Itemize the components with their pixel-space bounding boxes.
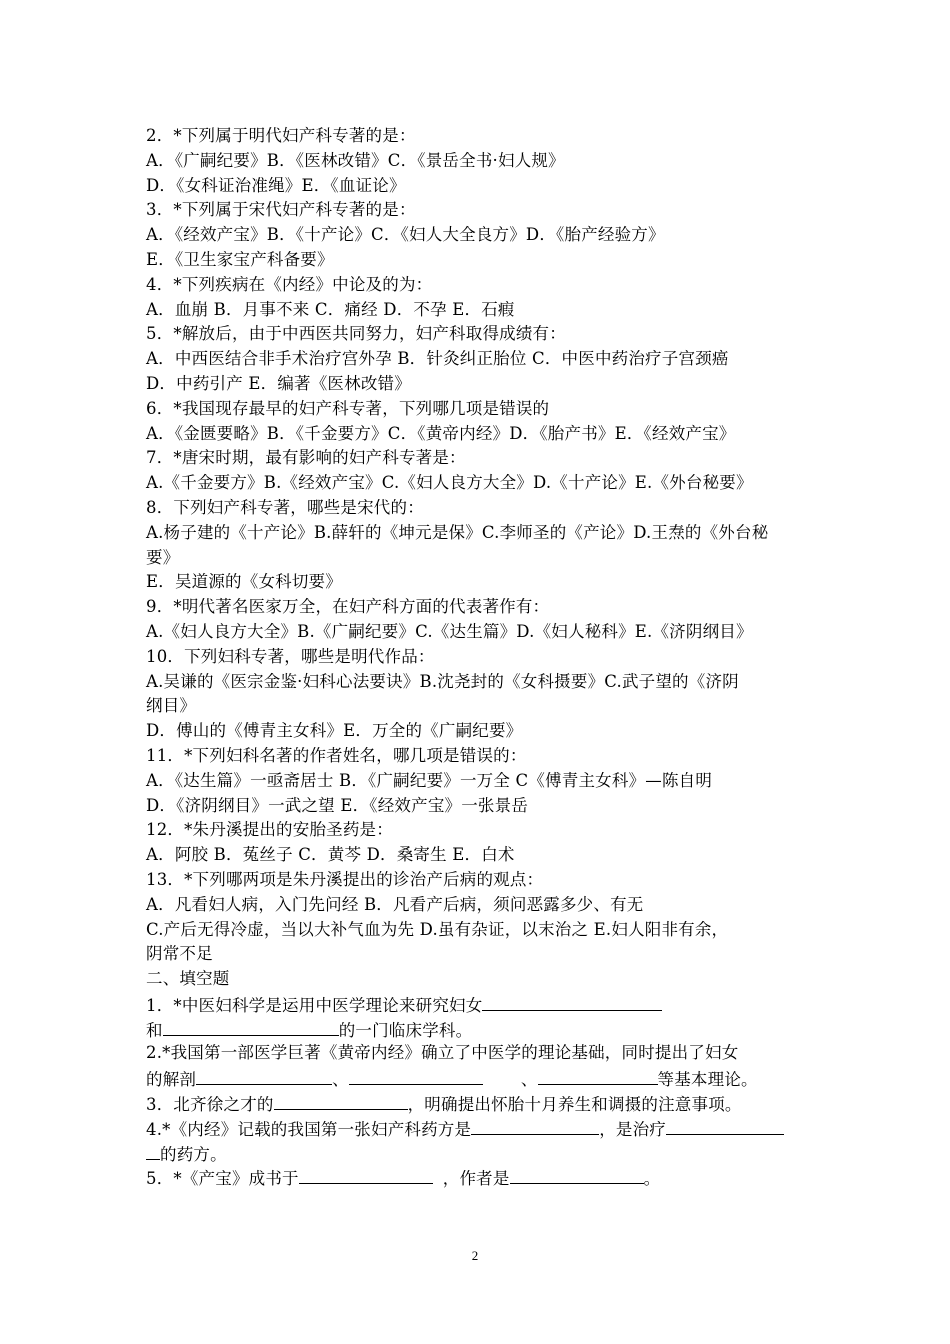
answer-blank[interactable] [163, 1017, 339, 1036]
text-line: 7．*唐宋时期，最有影响的妇产科专著是： [146, 448, 466, 468]
fill-q4-line1 [146, 1116, 826, 1141]
fill-q1-line2 [146, 1017, 826, 1042]
text-line: 二、填空题 [146, 969, 230, 989]
answer-blank[interactable] [666, 1116, 784, 1135]
answer-blank[interactable] [349, 1066, 483, 1085]
separator: 、 [520, 1070, 538, 1090]
answer-blank[interactable] [299, 1165, 433, 1184]
page-number: 2 [471, 1248, 479, 1263]
fill-q3-line [146, 1091, 826, 1116]
text-line: D．中药引产 E．编著《医林改错》 [146, 373, 411, 393]
text-line: D．《济阴纲目》一武之望 E．《经效产宝》一张景岳 [146, 795, 529, 815]
text-line: 9．*明代著名医家万全，在妇产科方面的代表著作有： [146, 597, 550, 617]
fill-q3-text: 3．北齐徐之才的 [146, 1095, 274, 1115]
text-line: A．《经效产宝》B．《十产论》C．《妇人大全良方》D．《胎产经验方》 [146, 225, 665, 245]
fill-q5-tail: 。 [643, 1169, 661, 1189]
answer-blank[interactable] [538, 1066, 658, 1085]
text-line: E．《卫生家宝产科备要》 [146, 249, 334, 269]
text-line: A．《金匮要略》B．《千金要方》C．《黄帝内经》D．《胎产书》E．《经效产宝》 [146, 423, 736, 443]
text-line: 纲目》 [146, 696, 197, 716]
text-line: 2．*下列属于明代妇产科专著的是： [146, 126, 416, 145]
fill-q2-text: 2.*我国第一部医学巨著《黄帝内经》确立了中医学的理论基础，同时提出了妇女 [146, 1043, 739, 1063]
text-line: A.吴谦的《医宗金鉴·妇科心法要诀》B.沈尧封的《女科摄要》C.武子望的《济阴 [146, 671, 739, 691]
fill-q5-text: 5．*《产宝》成书于 [146, 1169, 299, 1189]
answer-blank[interactable] [196, 1066, 332, 1085]
text-line: 11．*下列妇科名著的作者姓名，哪几项是错误的： [146, 745, 527, 765]
text-line: C.产后无得冷虚，当以大补气血为先 D.虽有杂证，以末治之 E.妇人阳非有余， [146, 919, 729, 939]
text-line: 要》 [146, 547, 180, 567]
text-line: 5．*解放后，由于中西医共同努力，妇产科取得成绩有： [146, 324, 566, 344]
text-line: E．吴道源的《女科切要》 [146, 572, 342, 592]
text-line: A．血崩 B．月事不来 C．痛经 D．不孕 E．石瘕 [146, 299, 515, 319]
fill-q3-tail: ，明确提出怀胎十月养生和调摄的注意事项。 [407, 1095, 742, 1115]
text-line: 6．*我国现存最早的妇产科专著，下列哪几项是错误的 [146, 398, 550, 418]
text-line: 3．*下列属于宋代妇产科专著的是： [146, 200, 416, 220]
text-line: 12．*朱丹溪提出的安胎圣药是： [146, 820, 393, 840]
fill-q4-mid: ，是治疗 [599, 1119, 667, 1139]
text-line: A．《广嗣纪要》B．《医林改错》C．《景岳全书·妇人规》 [146, 150, 565, 170]
question-list [146, 124, 826, 992]
answer-blank[interactable] [510, 1165, 644, 1184]
separator: 、 [332, 1070, 349, 1090]
fill-q5-line [146, 1165, 826, 1190]
text-line: 8．下列妇产科专著，哪些是宋代的： [146, 497, 424, 517]
text-line: A．中西医结合非手术治疗宫外孕 B．针灸纠正胎位 C．中医中药治疗子宫颈癌 [146, 349, 729, 369]
fill-q2-tail: 等基本理论。 [657, 1070, 758, 1090]
text-line: D．《女科证治准绳》E．《血证论》 [146, 175, 406, 195]
fill-q2-line2 [146, 1066, 826, 1091]
text-line: A.杨子建的《十产论》B.薛轩的《坤元是保》C.李师圣的《产论》D.王焘的《外台秘 [146, 522, 769, 542]
fill-q1-text: 1．*中医妇科学是运用中医学理论来研究妇女 [146, 995, 483, 1015]
fill-q5-mid: ，作者是 [442, 1169, 510, 1189]
text-line: A.《妇人良方大全》B.《广嗣纪要》C.《达生篇》D.《妇人秘科》E.《济阴纲目》 [146, 621, 753, 641]
fill-q2-line1 [146, 1041, 826, 1066]
text-line: A．凡看妇人病，入门先问经 B．凡看产后病，须问恶露多少、有无 [146, 894, 644, 914]
text-line: 阴常不足 [146, 944, 213, 964]
answer-blank[interactable] [471, 1116, 599, 1135]
text-line: 10．下列妇科专著，哪些是明代作品： [146, 646, 435, 666]
text-line: A．阿胶 B．菟丝子 C．黄芩 D．桑寄生 E．白术 [146, 845, 515, 865]
text-line: A．《达生篇》一亟斋居士 B．《广嗣纪要》一万全 C《傅青主女科》—陈自明 [146, 770, 713, 790]
answer-blank[interactable] [274, 1091, 408, 1110]
answer-blank[interactable] [146, 1141, 160, 1160]
answer-blank[interactable] [482, 992, 662, 1011]
fill-q1-tail: 的一门临床学科。 [338, 1020, 473, 1040]
fill-q4-line2 [146, 1141, 826, 1166]
text-line: D．傅山的《傅青主女科》E．万全的《广嗣纪要》 [146, 721, 523, 741]
page-content [146, 124, 826, 1190]
fill-q1-text-and: 和 [146, 1020, 163, 1040]
text-line: 13．*下列哪两项是朱丹溪提出的诊治产后病的观点： [146, 869, 544, 889]
text-line: 4．*下列疾病在《内经》中论及的为： [146, 274, 433, 294]
fill-q4-text: 4.*《内经》记载的我国第一张妇产科药方是 [146, 1119, 472, 1139]
fill-q4-tail: 的药方。 [160, 1144, 227, 1164]
fill-q1-line1 [146, 992, 826, 1017]
fill-q2-text-anatomy: 的解剖 [146, 1070, 197, 1090]
text-line: A.《千金要方》B.《经效产宝》C.《妇人良方大全》D.《十产论》E.《外台秘要》 [146, 473, 753, 493]
